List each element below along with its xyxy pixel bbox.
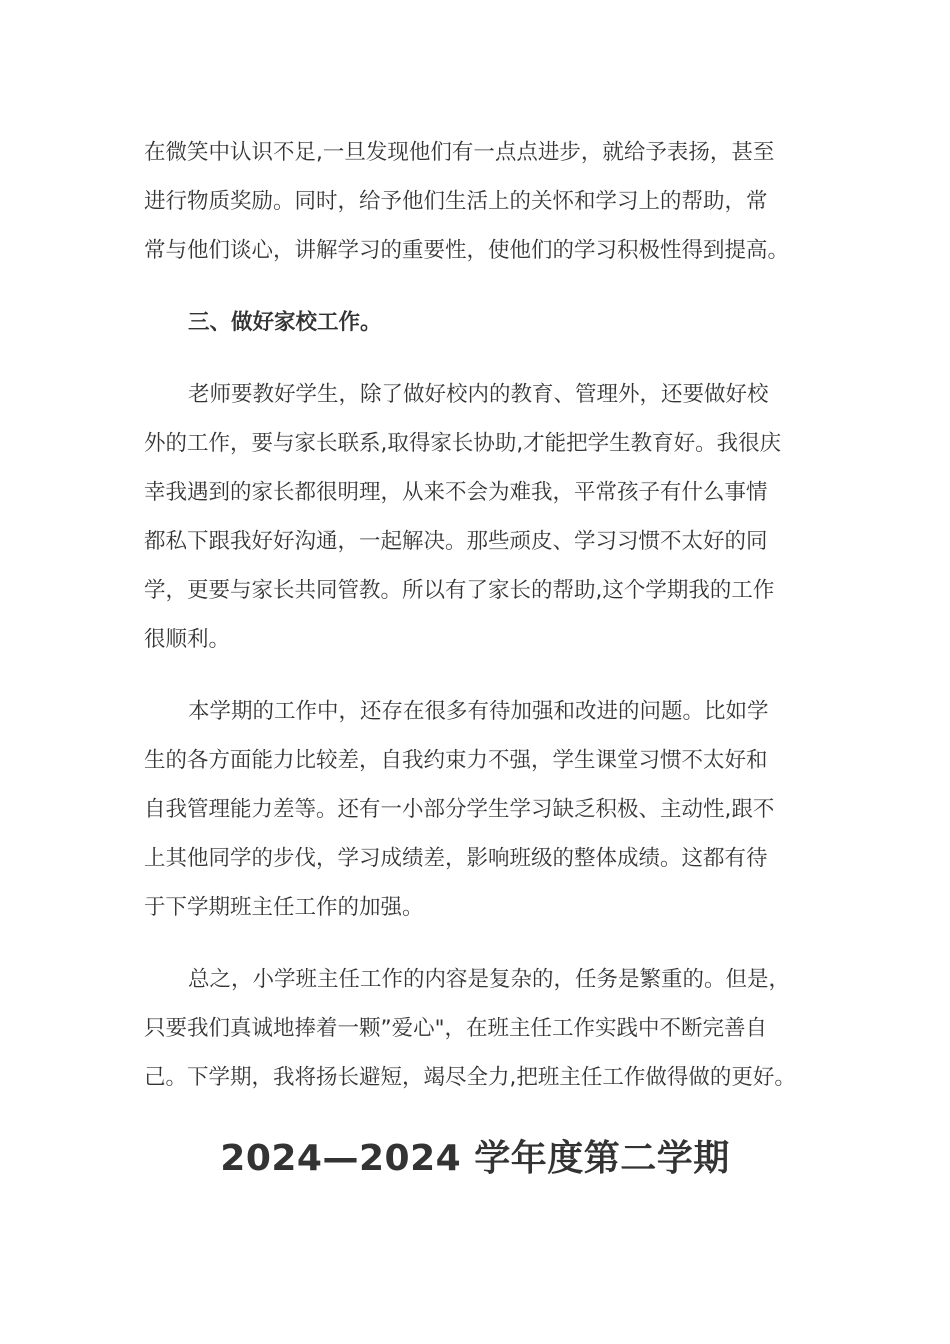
text-line: 很顺利。: [144, 627, 231, 652]
section-heading: 三、做好家校工作。: [188, 310, 382, 335]
text-line: 进行物质奖励。同时，给予他们生活上的关怀和学习上的帮助，常: [144, 189, 768, 214]
text-line: 己。下学期，我将扬长避短，竭尽全力,把班主任工作做得做的更好。: [144, 1065, 796, 1090]
document-body: [144, 128, 812, 1102]
text-line: 学，更要与家长共同管教。所以有了家长的帮助,这个学期我的工作: [144, 578, 775, 603]
text-line: 上其他同学的步伐，学习成绩差，影响班级的整体成绩。这都有待: [144, 846, 768, 871]
paragraph-problems: [144, 687, 812, 932]
text-line: 自我管理能力差等。还有一小部分学生学习缺乏积极、主动性,跟不: [144, 797, 775, 822]
text-line: 只要我们真诚地捧着一颗”爱心"，在班主任工作实践中不断完善自: [144, 1016, 768, 1041]
text-line: 本学期的工作中，还存在很多有待加强和改进的问题。比如学: [188, 699, 769, 724]
paragraph-conclusion: [144, 955, 812, 1102]
text-line: 常与他们谈心，讲解学习的重要性，使他们的学习积极性得到提高。: [144, 238, 790, 263]
text-line: 生的各方面能力比较差，自我约束力不强，学生课堂习惯不太好和: [144, 748, 768, 773]
text-line: 于下学期班主任工作的加强。: [144, 895, 424, 920]
text-line: 老师要教好学生，除了做好校内的教育、管理外，还要做好校: [188, 382, 769, 407]
text-line: 外的工作，要与家长联系,取得家长协助,才能把学生教育好。我很庆: [144, 431, 782, 456]
text-line: 幸我遇到的家长都很明理，从来不会为难我，平常孩子有什么事情: [144, 480, 768, 505]
text-line: 总之，小学班主任工作的内容是复杂的，任务是繁重的。但是，: [188, 967, 791, 992]
next-document-title: 2024—2024 学年度第二学期: [220, 1138, 730, 1179]
text-line: 在微笑中认识不足,一旦发现他们有一点点进步，就给予表扬，甚至: [144, 140, 775, 165]
paragraph-continuation: [144, 128, 812, 275]
text-line: 都私下跟我好好沟通，一起解决。那些顽皮、学习习惯不太好的同: [144, 529, 768, 554]
paragraph-home-school: [144, 370, 812, 664]
